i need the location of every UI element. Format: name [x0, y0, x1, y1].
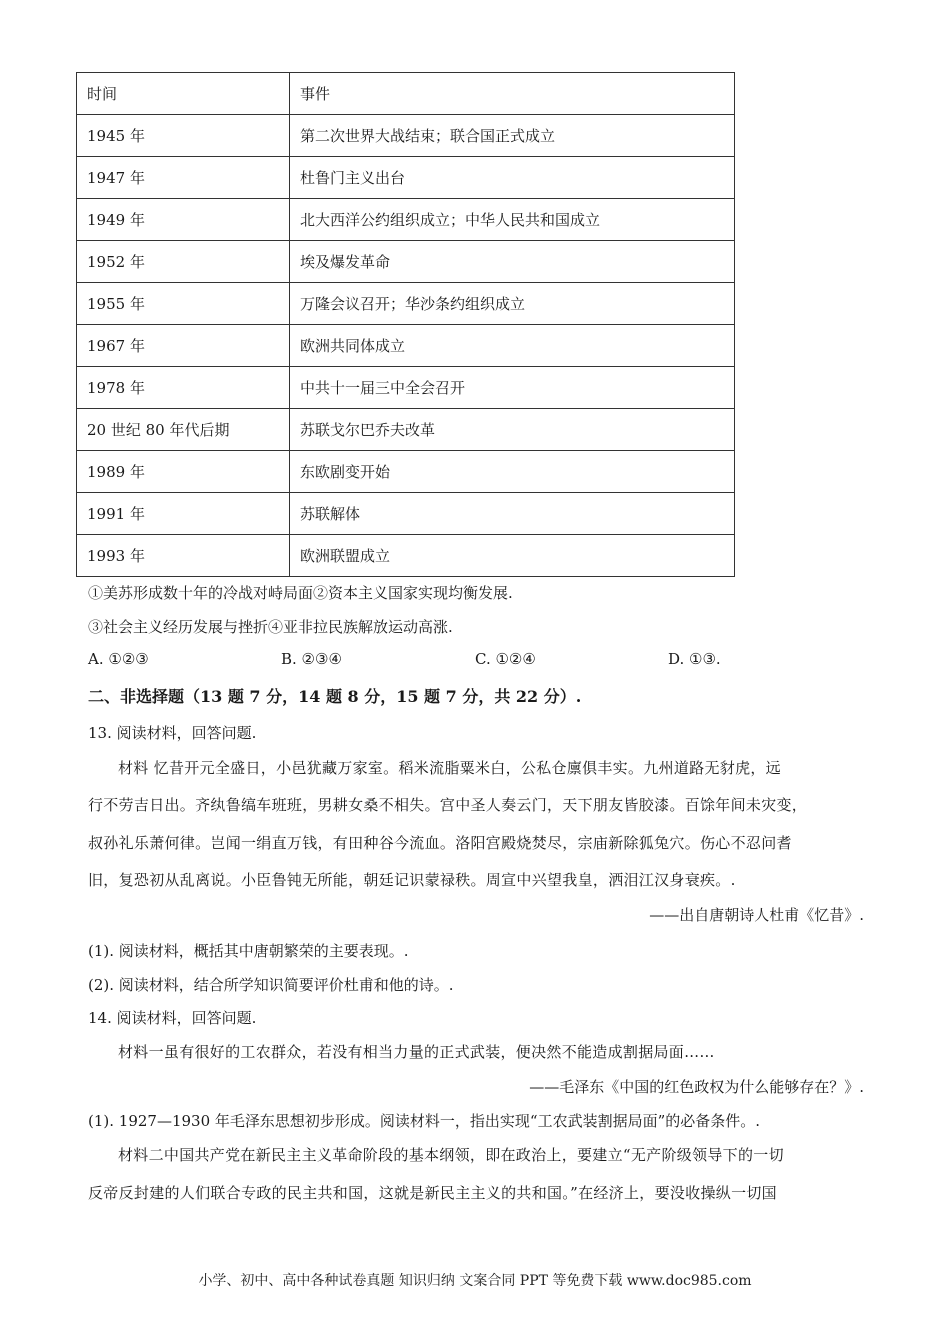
cell-event: 苏联戈尔巴乔夫改革 [290, 409, 735, 451]
option-b: B. ②③④ [281, 650, 342, 668]
cell-event: 欧洲联盟成立 [290, 535, 735, 577]
option-c: C. ①②④ [475, 650, 536, 668]
header-time: 时间 [77, 73, 290, 115]
q13-poem-line-1: 材料 忆昔开元全盛日，小邑犹藏万家室。稻米流脂粟米白，公私仓廪俱丰实。九州道路无豺虎，远 [118, 759, 781, 777]
cell-event: 北大西洋公约组织成立；中华人民共和国成立 [290, 199, 735, 241]
q13-poem-line-3: 叔孙礼乐萧何律。岂闻一绢直万钱，有田种谷今流血。洛阳宫殿烧焚尽，宗庙新除狐兔穴。伤心不忍问耆 [88, 834, 792, 852]
q13-title: 13. 阅读材料，回答问题. [88, 724, 257, 742]
table-row [77, 199, 735, 241]
table-row [77, 493, 735, 535]
q14-sub-question-1: (1). 1927—1930 年毛泽东思想初步形成。阅读材料一，指出实现“工农武装割据局面”的必备条件。. [88, 1112, 761, 1130]
q14-material-2-line-1: 材料二中国共产党在新民主主义革命阶段的基本纲领，即在政治上，要建立“无产阶级领导下的一切 [118, 1146, 784, 1164]
q13-sub-question-2: (2). 阅读材料，结合所学知识简要评价杜甫和他的诗。. [88, 976, 454, 994]
table-row [77, 115, 735, 157]
cell-time: 1978 年 [77, 367, 290, 409]
cell-time: 1991 年 [77, 493, 290, 535]
cell-event: 万隆会议召开；华沙条约组织成立 [290, 283, 735, 325]
timeline-table [76, 72, 735, 577]
cell-event: 中共十一届三中全会召开 [290, 367, 735, 409]
statements-line-1: ①美苏形成数十年的冷战对峙局面②资本主义国家实现均衡发展. [88, 584, 513, 602]
q13-poem-line-2: 行不劳吉日出。齐纨鲁缟车班班，男耕女桑不相失。宫中圣人奏云门，天下朋友皆胶漆。百馀年间未灾变， [88, 796, 808, 814]
q14-title: 14. 阅读材料，回答问题. [88, 1009, 257, 1027]
cell-event: 杜鲁门主义出台 [290, 157, 735, 199]
cell-time: 1947 年 [77, 157, 290, 199]
q13-source: ——出自唐朝诗人杜甫《忆昔》. [649, 906, 864, 924]
page-footer: 小学、初中、高中各种试卷真题 知识归纳 文案合同 PPT 等免费下载 www.doc985.com [198, 1273, 752, 1289]
cell-event: 东欧剧变开始 [290, 451, 735, 493]
table-row [77, 241, 735, 283]
section-heading: 二、非选择题（13 题 7 分，14 题 8 分，15 题 7 分，共 22 分）. [88, 687, 582, 706]
header-event: 事件 [290, 73, 735, 115]
table-row [77, 325, 735, 367]
cell-time: 1949 年 [77, 199, 290, 241]
statements-line-2: ③社会主义经历发展与挫折④亚非拉民族解放运动高涨. [88, 618, 453, 636]
option-d: D. ①③. [668, 650, 721, 668]
cell-time: 1993 年 [77, 535, 290, 577]
q14-material-1: 材料一虽有很好的工农群众，若没有相当力量的正式武装，便决然不能造成割据局面…… [118, 1043, 715, 1061]
q14-source-1: ——毛泽东《中国的红色政权为什么能够存在？》. [529, 1078, 864, 1096]
q13-sub-question-1: (1). 阅读材料，概括其中唐朝繁荣的主要表现。. [88, 942, 409, 960]
cell-time: 20 世纪 80 年代后期 [77, 409, 290, 451]
cell-time: 1952 年 [77, 241, 290, 283]
cell-time: 1955 年 [77, 283, 290, 325]
table-row [77, 157, 735, 199]
q14-material-2-line-2: 反帝反封建的人们联合专政的民主共和国，这就是新民主主义的共和国。”在经济上，要没收操纵一切国 [88, 1184, 777, 1202]
cell-event: 苏联解体 [290, 493, 735, 535]
table-row [77, 535, 735, 577]
table-row [77, 283, 735, 325]
table-row [77, 367, 735, 409]
cell-time: 1945 年 [77, 115, 290, 157]
table-row [77, 451, 735, 493]
option-a: A. ①②③ [88, 650, 149, 668]
cell-event: 第二次世界大战结束；联合国正式成立 [290, 115, 735, 157]
cell-time: 1989 年 [77, 451, 290, 493]
cell-event: 埃及爆发革命 [290, 241, 735, 283]
cell-event: 欧洲共同体成立 [290, 325, 735, 367]
cell-time: 1967 年 [77, 325, 290, 367]
table-row [77, 409, 735, 451]
table-header-row [77, 73, 735, 115]
q13-poem-line-4: 旧，复恐初从乱离说。小臣鲁钝无所能，朝廷记识蒙禄秩。周宣中兴望我皇，洒泪江汉身衰疾。. [88, 871, 736, 889]
